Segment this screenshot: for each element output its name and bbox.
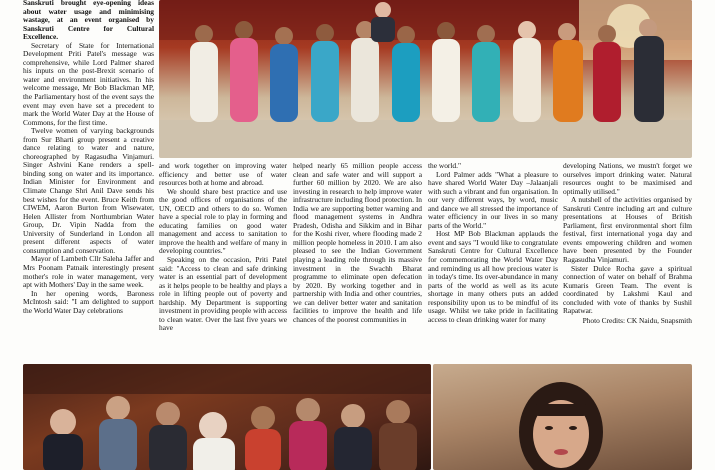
lead-paragraph: Sanskruti brought eye-opening ideas about water usage and minimising wastage, at an event organised by Sanskruti Centre for Cultural Excellence. bbox=[23, 0, 154, 42]
article-column-5 bbox=[563, 162, 692, 362]
article-paragraph: Lord Palmer adds "What a pleasure to have shared World Water Day –Jalaanjali with such a vibrant and fun organisation. In our very different ways, by word, music and dance we all stressed the importance of water efficiency in our lives in so many parts of the World." bbox=[428, 169, 558, 230]
speaker-photo bbox=[433, 364, 692, 470]
article-paragraph: Host MP Bob Blackman applauds the event and says "I would like to congratulate Sanskruti Centre for Cultural Excellence for commemorating the World Water Day and reminding us all how precious water is in today's time. Its over-abundance in many parts of the world as well as its acute shortage in many others puts an added responsibility upon us to be mindful of its usage. Whilst we take pride in facilitating access to clean drinking water for many bbox=[428, 229, 558, 324]
article-paragraph: In her opening words, Baroness McIntosh said: "I am delighted to support the World Water Day celebrations bbox=[23, 288, 154, 315]
group-photo bbox=[159, 0, 692, 158]
article-paragraph: We should share best practice and use the good offices of organisations of the UN, OECD and others to do so. Women have a special role to play in forming and educating families on good water management and access to sanitation to improve the health and welfare of many in developing countries." bbox=[159, 186, 287, 256]
article-column-2 bbox=[159, 162, 287, 362]
article-paragraph: Mayor of Lambeth Cllr Saleha Jaffer and Mrs Poonam Patnaik interestingly present mother's role in water management, very apt with Mothers' Day in the same week. bbox=[23, 254, 154, 290]
article-column-3 bbox=[293, 162, 422, 362]
audience-photo bbox=[23, 364, 431, 470]
article-paragraph: and work together on improving water efficiency and better use of water resources both at home and abroad. bbox=[159, 162, 287, 188]
article-paragraph: Speaking on the occasion, Priti Patel said: "Access to clean and safe drinking water is an essential part of development as it helps people to be healthy and plays a role in lifting people out of poverty and hardship. My Department is supporting investment in providing people with access to clean water. Over the last five years we have bbox=[159, 255, 287, 333]
article-column-4 bbox=[428, 162, 558, 362]
article-paragraph: the world." bbox=[428, 162, 461, 170]
article-paragraph: developing Nations, we mustn't forget we ourselves import drinking water. Natural resources ought to be maximised and optimally utilised." bbox=[563, 162, 692, 196]
article-paragraph: helped nearly 65 million people access clean and safe water and will support a further 60 million by 2020. We are also investing in research to help improve water infrastructure including flood protection. In India we are supporting better warning and flood management systems in Andhra Pradesh, Odisha and Sikkim and in Bihar for the Koshi river, where flooding made 2 million people homeless in 2010. I am also pleased to see the Indian Government playing a leading role through its massive investment in the Swachh Bharat programme to eliminate open defecation by 2020. By working together and in partnership with India and other countries, we can deliver better water and sanitation facilities to improve the health and life chances of the poorest communities in bbox=[293, 162, 422, 324]
article-paragraph: Sister Dulce Rocha gave a spiritual connection of water on behalf of Brahma Kumaris Green Team. The event is coordinated by Lakshmi Kaul and concluded with vote of thanks by Sushil Rapatwar. bbox=[563, 263, 692, 316]
photo-credit: Photo Credits: CK Naidu, Snapsmith bbox=[582, 315, 692, 325]
article-paragraph: Twelve women of varying backgrounds from Sur Bharti group present a creative dance relating to water and nature, choreographed by Ragasudha Vinjamuri. Singer Ashvini Kane renders a spell-binding song on water and its importance. Indian Minister for Environment and Climate Change Shri Anil Dave sends his best wishes for the event. Bruce Keith from CIWEM, Aaron Burton from Wisewater, Helen Allister from Northumbrian Water Group, Dr. Vipin Nadda from the University of Sunderland in London all present different aspects of water consumption and conservation. bbox=[23, 126, 154, 255]
article-paragraph: Secretary of State for International Development Priti Patel's message was comprehensive, while Lord Palmer shared his inputs on the post-Brexit scenario of water and environment initiatives. In his welcome message, Mr Bob Blackman MP, the Parliamentary host of the event says the event may even have set a precedent to mark the World Water Day at the House of Commons, for the first time. bbox=[23, 40, 154, 127]
article-paragraph: A nutshell of the activities organised by Sanskruti Centre including art and culture presentations at Houses of British Parliament, first environmental short film festival, first international yoga day and events empowering children and women have been presented by the Founder Ragasudha Vinjamuri. bbox=[563, 195, 692, 265]
article-column-1 bbox=[23, 0, 154, 361]
